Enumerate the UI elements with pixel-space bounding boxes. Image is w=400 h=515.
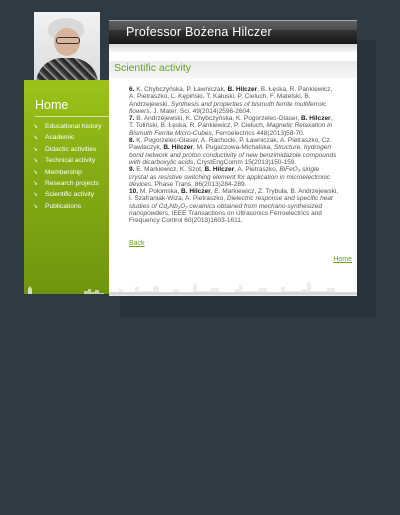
main-content (109, 52, 357, 296)
sidebar-item-scientific-activity[interactable]: ➘ Scientific activity (33, 191, 95, 199)
arrow-icon: ➘ (33, 169, 39, 176)
sidebar (24, 80, 109, 294)
sidebar-item-research-projects[interactable]: ➘ Research projects (33, 179, 99, 187)
publication-authors: K. Pogorzelec-Glaser, A. Rachocki, P. Ławniczak, A. Pietraszko, Cz. Pawlaczyk, (129, 137, 332, 152)
arrow-icon: ➘ (33, 135, 39, 142)
publication-item (129, 115, 339, 137)
publication-authors: , B. Łęska, R. Pankiewicz, A. Pietraszko, L. Kępiński, T. Kałuski, P. Cieluch, F. Matelski, B. Andrzejewski, (129, 86, 333, 108)
sidebar-nav (32, 123, 109, 214)
publication-authors: , M. Pugaczowa-Michalska, (192, 144, 274, 152)
arrow-icon: ➘ (33, 124, 39, 130)
sidebar-item-membership[interactable]: ➘ Membership (33, 168, 82, 176)
header-divider (109, 44, 357, 52)
publication-authors: , E. Markiewicz, Z. Trybuła, B. Andrzejewski, I. Szafraniak-Wiza, A. Pietraszko, (129, 188, 339, 203)
publication-title: Synthesis and properties of bismuth ferrite multiferroic flowers (129, 100, 327, 115)
publication-authors: K. Chybczyńska, P. Ławniczak, (136, 86, 228, 93)
publication-title: Dielectric response and specific heat studies of Cd₂Nb₂O₇ ceramics obtained from mechano-synthesized nanopowders (129, 195, 333, 218)
sidebar-item-didactic-activities[interactable]: ➘ Didactic activities (33, 145, 97, 153)
publication-author-highlight: B. Hilczer (204, 166, 235, 174)
arrow-icon: ➘ (33, 192, 39, 199)
publication-item (129, 188, 339, 224)
publication-authors: B. Andrzejewski, K. Chybczyńska, K. Pogorzelec-Glaser, (136, 115, 301, 123)
publication-number: 7. (129, 115, 137, 123)
back-link[interactable]: Back (129, 240, 145, 247)
publication-number: 10. (129, 188, 140, 196)
sidebar-item-publications[interactable]: ➘ Publications (33, 202, 82, 210)
publication-authors: , A. Pietraszko, (234, 166, 280, 174)
home-link[interactable]: Home (333, 256, 352, 263)
site-title: Professor Bożena Hilczer (126, 25, 272, 39)
publication-source: , Ferroelectrics 448(2013)58-70. (211, 129, 305, 137)
site-header (109, 20, 357, 44)
publication-title: Structure, hydrogen bond network and proton conductivity of new benzimidazole compounds with dicarboxylic acids (129, 144, 337, 166)
publication-number: 6. (129, 86, 137, 93)
publication-author-highlight: B. Hilczer (163, 144, 193, 152)
publication-authors: M. Połomska, (139, 188, 182, 196)
publication-number: 8. (129, 137, 137, 145)
arrow-icon: ➘ (33, 146, 39, 153)
professor-photo (34, 12, 100, 80)
publication-source: , Phase Trans. 86(2013)284-289. (151, 180, 247, 188)
publication-author-highlight: B. Hilczer (300, 115, 331, 123)
arrow-icon: ➘ (33, 180, 39, 187)
arrow-icon: ➘ (33, 203, 39, 210)
sidebar-item-academic[interactable]: ➘ Academic (33, 134, 75, 142)
section-heading-band (109, 61, 357, 78)
publication-authors: , T. Toliński, B. Łęska, R. Pankiewicz, P. Cieluch, (129, 115, 333, 130)
publication-item (129, 137, 339, 166)
publication-item (129, 86, 339, 115)
sidebar-skyline-decoration (24, 280, 109, 294)
publication-item (129, 166, 339, 188)
publication-title: Magnetic Relaxation in Bismuth Ferrite Micro-Cubes (129, 122, 333, 137)
sidebar-item-educational-history[interactable]: ➘ Educational history (33, 123, 102, 130)
page-title: Scientific activity (114, 62, 192, 74)
publication-authors: E. Markiewicz, K. Szot, (136, 166, 205, 174)
sidebar-item-technical-activity[interactable]: ➘ Technical activity (33, 157, 96, 165)
publication-list (129, 86, 339, 225)
publication-author-highlight: B. Hilczer (181, 188, 211, 196)
publication-number: 9. (129, 166, 137, 174)
publication-title: BiFeO₃ single crystal as resistive switching element for application in microelectronic devices (129, 166, 331, 188)
publication-source: , J. Mater. Sci. 49(2014)2596-2604. (149, 107, 252, 115)
sidebar-home-title[interactable]: Home (35, 98, 69, 112)
content-bottom-border (109, 292, 357, 295)
publication-source: , IEEE Transactions on Ultrasonics Ferroelectrics and Frequency Control 60(2013)1603-1611. (129, 210, 322, 225)
sidebar-divider (35, 116, 109, 117)
publication-source: , CrystEngComm 15(2013)150-159. (193, 158, 297, 166)
publication-author-highlight: B. Hilczer (227, 86, 258, 93)
arrow-icon: ➘ (33, 158, 39, 165)
